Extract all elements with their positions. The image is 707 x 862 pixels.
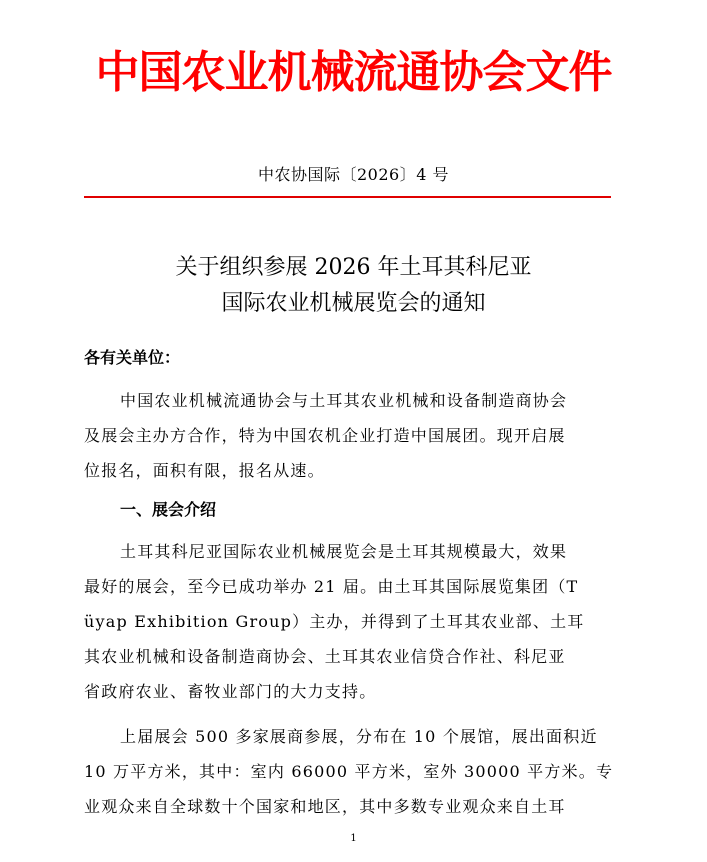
page-number: 1 — [350, 833, 357, 844]
document-masthead: 中国农业机械流通协会文件 — [95, 47, 612, 98]
paragraph-previous-edition — [84, 719, 624, 824]
paragraph-line: 位报名，面积有限，报名从速。 — [84, 461, 325, 480]
paragraph-exhibition-overview — [84, 534, 624, 709]
paragraph-line: 其农业机械和设备制造商协会、土耳其农业信贷合作社、科尼亚 — [84, 647, 566, 666]
salutation: 各有关单位： — [84, 348, 181, 367]
document-number: 中农协国际〔2026〕4 号 — [258, 165, 449, 184]
section-heading-exhibition-intro: 一、展会介绍 — [120, 500, 217, 519]
notice-title-line-1: 关于组织参展 2026 年土耳其科尼亚 — [175, 255, 532, 280]
paragraph-introduction — [84, 383, 624, 488]
paragraph-line: 土耳其科尼亚国际农业机械展览会是土耳其规模最大，效果 — [120, 542, 568, 561]
paragraph-line: 省政府农业、畜牧业部门的大力支持。 — [84, 682, 377, 701]
paragraph-line: 上届展会 500 多家展商参展，分布在 10 个展馆，展出面积近 — [120, 727, 598, 746]
notice-title-line-2: 国际农业机械展览会的通知 — [221, 291, 486, 316]
red-divider-line — [84, 196, 611, 198]
paragraph-line: üyap Exhibition Group）主办，并得到了土耳其农业部、土耳 — [84, 612, 585, 631]
paragraph-line: 及展会主办方合作，特为中国农机企业打造中国展团。现开启展 — [84, 426, 566, 445]
paragraph-line: 中国农业机械流通协会与土耳其农业机械和设备制造商协会 — [120, 391, 568, 410]
paragraph-line: 最好的展会，至今已成功举办 21 届。由土耳其国际展览集团（T — [84, 577, 579, 596]
paragraph-line: 业观众来自全球数十个国家和地区，其中多数专业观众来自土耳 — [84, 797, 566, 816]
notice-title — [0, 250, 707, 322]
paragraph-line: 10 万平方米，其中：室内 66000 平方米，室外 30000 平方米。专 — [84, 762, 614, 781]
